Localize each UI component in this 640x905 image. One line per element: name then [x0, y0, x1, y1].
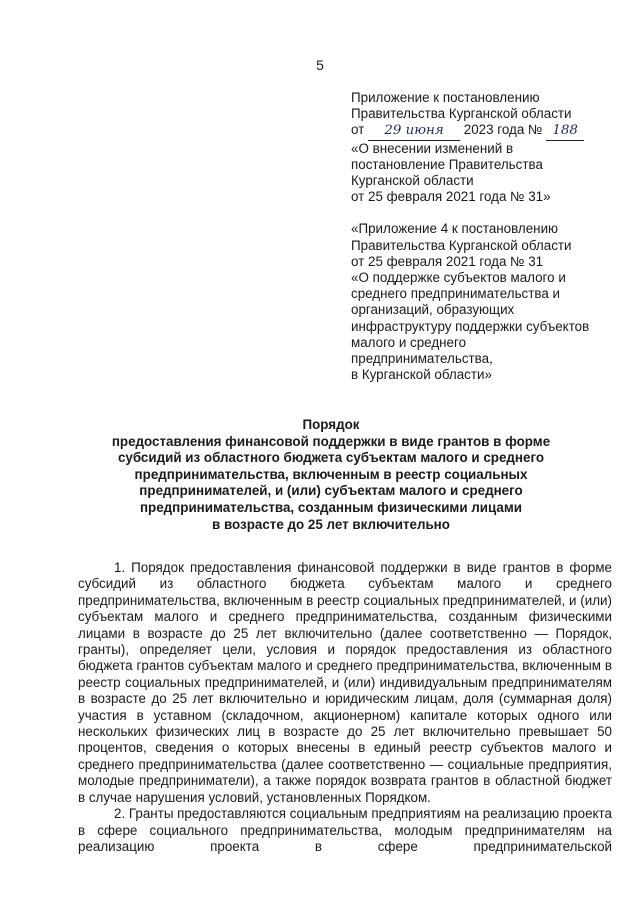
appendix2-line: организаций, образующих [351, 302, 515, 318]
title-line: предпринимательства, включенным в реестр социальных [134, 466, 528, 482]
appendix-line: от 25 февраля 2021 года № 31» [351, 189, 551, 205]
year-text: 2023 года № [463, 122, 543, 138]
page-number: 5 [316, 57, 324, 73]
handwritten-number: 188 [546, 123, 584, 140]
handwritten-date: 29 июня [368, 123, 460, 140]
appendix2-line: «Приложение 4 к постановлению [351, 221, 559, 237]
appendix2-line: «О поддержке субъектов малого и [351, 270, 566, 286]
appendix2-line: предпринимательства, [351, 351, 493, 367]
title-line: субсидий из областного бюджета субъектам малого и среднего [117, 450, 545, 466]
document-title [90, 417, 572, 533]
appendix2-line: среднего предпринимательства и [351, 286, 560, 302]
title-line: предоставления финансовой поддержки в виде грантов в форме [111, 433, 551, 449]
appendix2-line: в Курганской области» [351, 367, 492, 383]
appendix-line: Курганской области [351, 173, 474, 189]
appendix2-line: Правительства Курганской области [351, 237, 572, 253]
appendix-line: постановление Правительства [351, 156, 543, 172]
appendix2-line: инфраструктуру поддержки субъектов [351, 318, 590, 334]
document-body [78, 560, 612, 855]
title-line: в возрасте до 25 лет включительно [212, 516, 450, 532]
appendix-header [351, 90, 631, 383]
paragraph-2: 2. Гранты предоставляются социальным предприятиям на реализацию проекта в сфере социального предпринимательства, молодым предпринимателям на реализацию проекта в сфере предпринимательской [78, 806, 612, 854]
title-line: предпринимательства, созданным физическими лицами [139, 499, 523, 515]
date-prefix: от [351, 122, 365, 138]
appendix-line: «О внесении изменений в [351, 140, 514, 156]
title-line: Порядок [302, 417, 360, 432]
appendix-line: Приложение к постановлению [351, 90, 540, 105]
title-line: предпринимателей, и (или) субъектам малого и среднего [139, 483, 523, 499]
paragraph-1: 1. Порядок предоставления финансовой поддержки в виде грантов в форме субсидий из областного бюджета субъектам малого и среднего предпринимательства, включенным в реестр социальных предпринимателей, и (или) субъектам малого и среднего предпринимательства, созданным физическими лицами в возрасте до 25 лет включительно (далее соответственно — Порядок, гранты), определяет цели, условия и порядок предоставления из областного бюджета грантов субъектам малого и среднего предпринимательства, включенным в реестр социальных предпринимателей, и (или) индивидуальным предпринимателям в возрасте до 25 лет включительно и юридическим лицам, доля (суммарная доля) участия в уставном (складочном, акционерном) капитале которых одного или нескольких физических лиц в возрасте до 25 лет включительно превышает 50 процентов, сведения о которых внесены в единый реестр субъектов малого и среднего предпринимательства (далее соответственно — социальные предприятия, молодые предприниматели), а также порядок возврата грантов в областной бюджет в случае нарушения условий, установленных Порядком. [78, 560, 612, 805]
appendix-date-line [351, 122, 631, 140]
appendix-line: Правительства Курганской области [351, 106, 572, 122]
appendix2-line: от 25 февраля 2021 года № 31 [351, 253, 544, 269]
appendix2-line: малого и среднего [351, 334, 467, 350]
